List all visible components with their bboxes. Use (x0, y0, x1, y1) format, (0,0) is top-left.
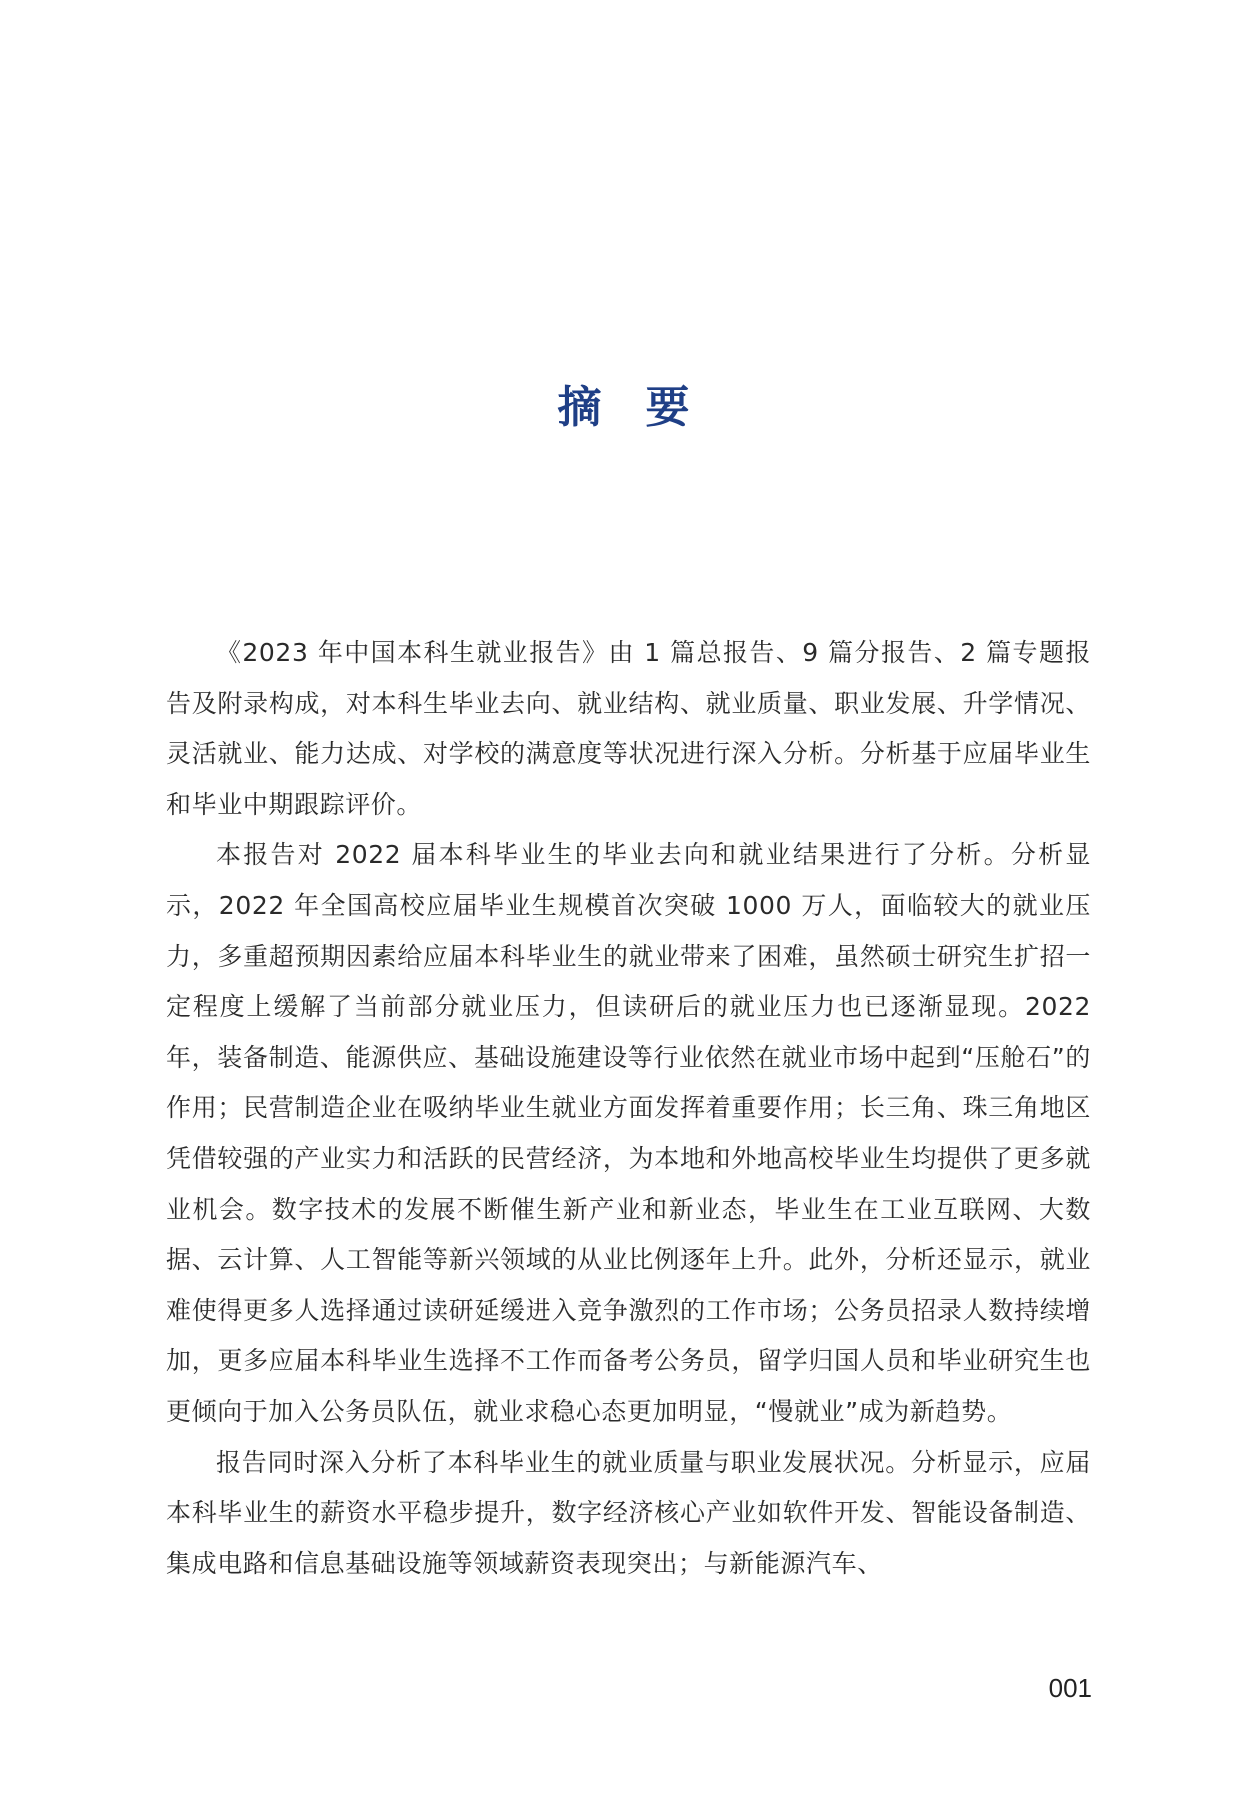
paragraph-2: 本报告对 2022 届本科毕业生的毕业去向和就业结果进行了分析。分析显示，2022 年全国高校应届毕业生规模首次突破 1000 万人，面临较大的就业压力，多重超预期因素给应届本科毕业生的就业带来了困难，虽然硕士研究生扩招一定程度上缓解了当前部分就业压力，但读研后的就业压力也已逐渐显现。2022 年，装备制造、能源供应、基础设施建设等行业依然在就业市场中起到“压舱石”的作用；民营制造企业在吸纳毕业生就业方面发挥着重要作用；长三角、珠三角地区凭借较强的产业实力和活跃的民营经济，为本地和外地高校毕业生均提供了更多就业机会。数字技术的发展不断催生新产业和新业态，毕业生在工业互联网、大数据、云计算、人工智能等新兴领域的从业比例逐年上升。此外，分析还显示，就业难使得更多人选择通过读研延缓进入竞争激烈的工作市场；公务员招录人数持续增加，更多应届本科毕业生选择不工作而备考公务员，留学归国人员和毕业研究生也更倾向于加入公务员队伍，就业求稳心态更加明显，“慢就业”成为新趋势。 (166, 840, 1091, 1426)
title-char-2: 要 (645, 382, 690, 433)
page-number: 001 (1048, 1673, 1092, 1703)
title-char-1: 摘 (557, 382, 602, 433)
paragraph-3: 报告同时深入分析了本科毕业生的就业质量与职业发展状况。分析显示，应届本科毕业生的薪资水平稳步提升，数字经济核心产业如软件开发、智能设备制造、集成电路和信息基础设施等领域薪资表现突出；与新能源汽车、 (166, 1447, 1091, 1578)
abstract-body (166, 628, 1091, 1589)
page-title (0, 378, 1247, 438)
paragraph-1: 《2023 年中国本科生就业报告》由 1 篇总报告、9 篇分报告、2 篇专题报告及附录构成，对本科生毕业去向、就业结构、就业质量、职业发展、升学情况、灵活就业、能力达成、对学校的满意度等状况进行深入分析。分析基于应届毕业生和毕业中期跟踪评价。 (166, 638, 1091, 819)
